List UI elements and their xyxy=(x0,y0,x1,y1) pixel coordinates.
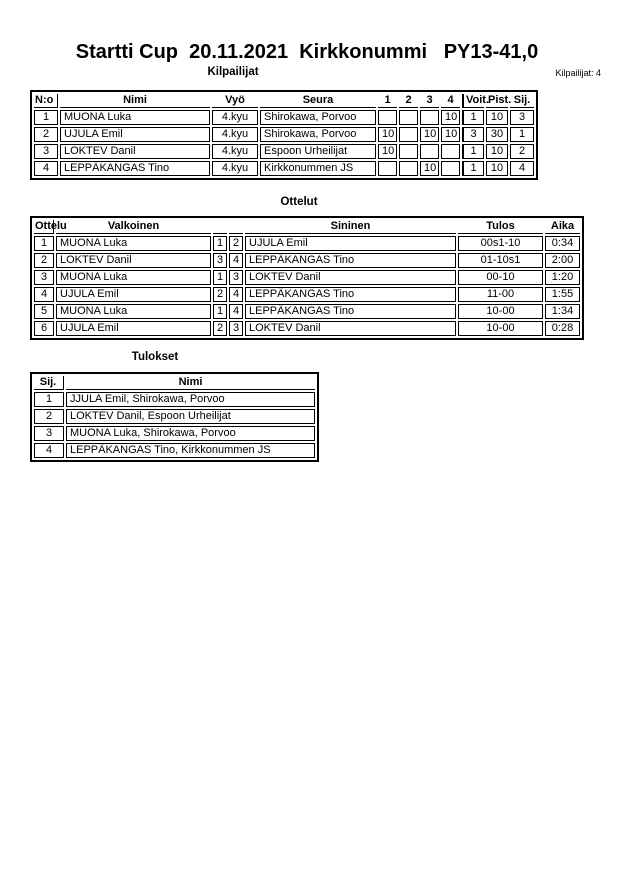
white-no: 2 xyxy=(213,287,227,302)
competitor-name: MUONA Luka xyxy=(60,110,210,125)
competitor-club: Shirokawa, Porvoo xyxy=(260,127,376,142)
competitors-header-row xyxy=(34,94,534,108)
competitor-belt: 4.kyu xyxy=(212,144,258,159)
competitor-club: Kirkkonummen JS xyxy=(260,161,376,176)
col-header-score2: 2 xyxy=(399,94,418,108)
match-no: 6 xyxy=(34,321,54,336)
competitor-name: LEPPÄKANGAS Tino xyxy=(60,161,210,176)
score-4: 10 xyxy=(441,110,460,125)
score-1: 10 xyxy=(378,127,397,142)
col-header-result: Tulos xyxy=(458,220,543,234)
white-name: MUONA Luka xyxy=(56,236,211,251)
blue-no: 3 xyxy=(229,270,243,285)
score-3 xyxy=(420,110,439,125)
white-name: UJULA Emil xyxy=(56,287,211,302)
score-4 xyxy=(441,144,460,159)
col-header-score3: 3 xyxy=(420,94,439,108)
match-no: 4 xyxy=(34,287,54,302)
white-no: 2 xyxy=(213,321,227,336)
rank: 4 xyxy=(34,443,64,458)
white-name: LOKTEV Danil xyxy=(56,253,211,268)
score-4 xyxy=(441,161,460,176)
results-header-row xyxy=(34,376,315,390)
competitors-count: Kilpailijat: 4 xyxy=(555,68,601,78)
score-2 xyxy=(399,144,418,159)
place: 1 xyxy=(510,127,534,142)
result-name: LOKTEV Danil, Espoon Urheilijat xyxy=(66,409,315,424)
white-no: 1 xyxy=(213,270,227,285)
competitor-belt: 4.kyu xyxy=(212,110,258,125)
match-no: 1 xyxy=(34,236,54,251)
col-header-blue: Sininen xyxy=(245,220,456,234)
score-1: 10 xyxy=(378,144,397,159)
score-3 xyxy=(420,144,439,159)
matches-table xyxy=(30,216,584,340)
blue-name: LOKTEV Danil xyxy=(245,270,456,285)
col-header-white-no xyxy=(213,220,227,234)
blue-no: 4 xyxy=(229,253,243,268)
rank: 2 xyxy=(34,409,64,424)
col-header-name: Nimi xyxy=(60,94,210,108)
col-header-rank: Sij. xyxy=(34,376,64,390)
competitor-belt: 4.kyu xyxy=(212,161,258,176)
col-header-white: Valkoinen xyxy=(56,220,211,234)
results-heading: Tulokset xyxy=(131,351,179,363)
score-2 xyxy=(399,127,418,142)
score-1 xyxy=(378,161,397,176)
col-header-score1: 1 xyxy=(378,94,397,108)
competitors-heading: Kilpailijat xyxy=(207,66,259,78)
match-no: 5 xyxy=(34,304,54,319)
points: 10 xyxy=(486,110,508,125)
matches-header-row xyxy=(34,220,580,234)
col-header-club: Seura xyxy=(260,94,376,108)
match-time: 2:00 xyxy=(545,253,580,268)
table-row xyxy=(34,443,315,458)
table-row xyxy=(34,253,580,268)
col-header-no: N:o xyxy=(34,94,58,108)
competitor-no: 3 xyxy=(34,144,58,159)
results-table xyxy=(30,372,319,462)
table-row xyxy=(34,392,315,407)
competitor-no: 4 xyxy=(34,161,58,176)
white-no: 1 xyxy=(213,304,227,319)
points: 30 xyxy=(486,127,508,142)
competitor-name: UJULA Emil xyxy=(60,127,210,142)
col-header-result-name: Nimi xyxy=(66,376,315,390)
place: 3 xyxy=(510,110,534,125)
competitor-club: Espoon Urheilijat xyxy=(260,144,376,159)
table-row xyxy=(34,127,534,142)
table-row xyxy=(34,270,580,285)
white-name: MUONA Luka xyxy=(56,270,211,285)
table-row xyxy=(34,161,534,176)
match-time: 1:34 xyxy=(545,304,580,319)
match-time: 0:28 xyxy=(545,321,580,336)
page-title: Startti Cup 20.11.2021 Kirkkonummi PY13-41,0 xyxy=(75,41,539,63)
blue-name: LOKTEV Danil xyxy=(245,321,456,336)
white-no: 3 xyxy=(213,253,227,268)
col-header-score4: 4 xyxy=(441,94,460,108)
table-row xyxy=(34,110,534,125)
competitor-name: LOKTEV Danil xyxy=(60,144,210,159)
result-name: LEPPÄKANGAS Tino, Kirkkonummen JS xyxy=(66,443,315,458)
wins: 1 xyxy=(462,110,484,125)
table-row xyxy=(34,236,580,251)
wins: 1 xyxy=(462,161,484,176)
match-no: 2 xyxy=(34,253,54,268)
white-name: UJULA Emil xyxy=(56,321,211,336)
score-3: 10 xyxy=(420,161,439,176)
blue-name: UJULA Emil xyxy=(245,236,456,251)
table-row xyxy=(34,287,580,302)
match-result: 01-10s1 xyxy=(458,253,543,268)
white-name: MUONA Luka xyxy=(56,304,211,319)
table-row xyxy=(34,304,580,319)
competitor-club: Shirokawa, Porvoo xyxy=(260,110,376,125)
table-row xyxy=(34,409,315,424)
result-name: JJULA Emil, Shirokawa, Porvoo xyxy=(66,392,315,407)
table-row xyxy=(34,144,534,159)
blue-name: LEPPÄKANGAS Tino xyxy=(245,253,456,268)
white-no: 1 xyxy=(213,236,227,251)
wins: 3 xyxy=(462,127,484,142)
rank: 3 xyxy=(34,426,64,441)
match-result: 10-00 xyxy=(458,321,543,336)
table-row xyxy=(34,321,580,336)
col-header-points: Pist. xyxy=(488,94,512,106)
match-result: 00-10 xyxy=(458,270,543,285)
match-time: 0:34 xyxy=(545,236,580,251)
competitor-belt: 4.kyu xyxy=(212,127,258,142)
col-header-wins: Voit. xyxy=(462,94,484,108)
score-4: 10 xyxy=(441,127,460,142)
score-2 xyxy=(399,110,418,125)
col-header-belt: Vyö xyxy=(212,94,258,108)
place: 2 xyxy=(510,144,534,159)
points: 10 xyxy=(486,161,508,176)
table-row xyxy=(34,426,315,441)
result-name: MUONA Luka, Shirokawa, Porvoo xyxy=(66,426,315,441)
place: 4 xyxy=(510,161,534,176)
points: 10 xyxy=(486,144,508,159)
blue-name: LEPPÄKANGAS Tino xyxy=(245,304,456,319)
match-result: 10-00 xyxy=(458,304,543,319)
match-time: 1:55 xyxy=(545,287,580,302)
score-1 xyxy=(378,110,397,125)
blue-no: 3 xyxy=(229,321,243,336)
match-result: 11-00 xyxy=(458,287,543,302)
match-no: 3 xyxy=(34,270,54,285)
competitor-no: 2 xyxy=(34,127,58,142)
blue-no: 4 xyxy=(229,304,243,319)
match-time: 1:20 xyxy=(545,270,580,285)
blue-no: 2 xyxy=(229,236,243,251)
score-3: 10 xyxy=(420,127,439,142)
col-header-blue-no xyxy=(229,220,243,234)
score-2 xyxy=(399,161,418,176)
competitors-table xyxy=(30,90,538,180)
matches-heading: Ottelut xyxy=(280,196,318,208)
blue-name: LEPPÄKANGAS Tino xyxy=(245,287,456,302)
col-header-place: Sij. xyxy=(510,94,534,108)
blue-no: 4 xyxy=(229,287,243,302)
col-header-match: Ottelu xyxy=(35,220,67,232)
competitor-no: 1 xyxy=(34,110,58,125)
col-header-time: Aika xyxy=(545,220,580,234)
wins: 1 xyxy=(462,144,484,159)
match-result: 00s1-10 xyxy=(458,236,543,251)
rank: 1 xyxy=(34,392,64,407)
